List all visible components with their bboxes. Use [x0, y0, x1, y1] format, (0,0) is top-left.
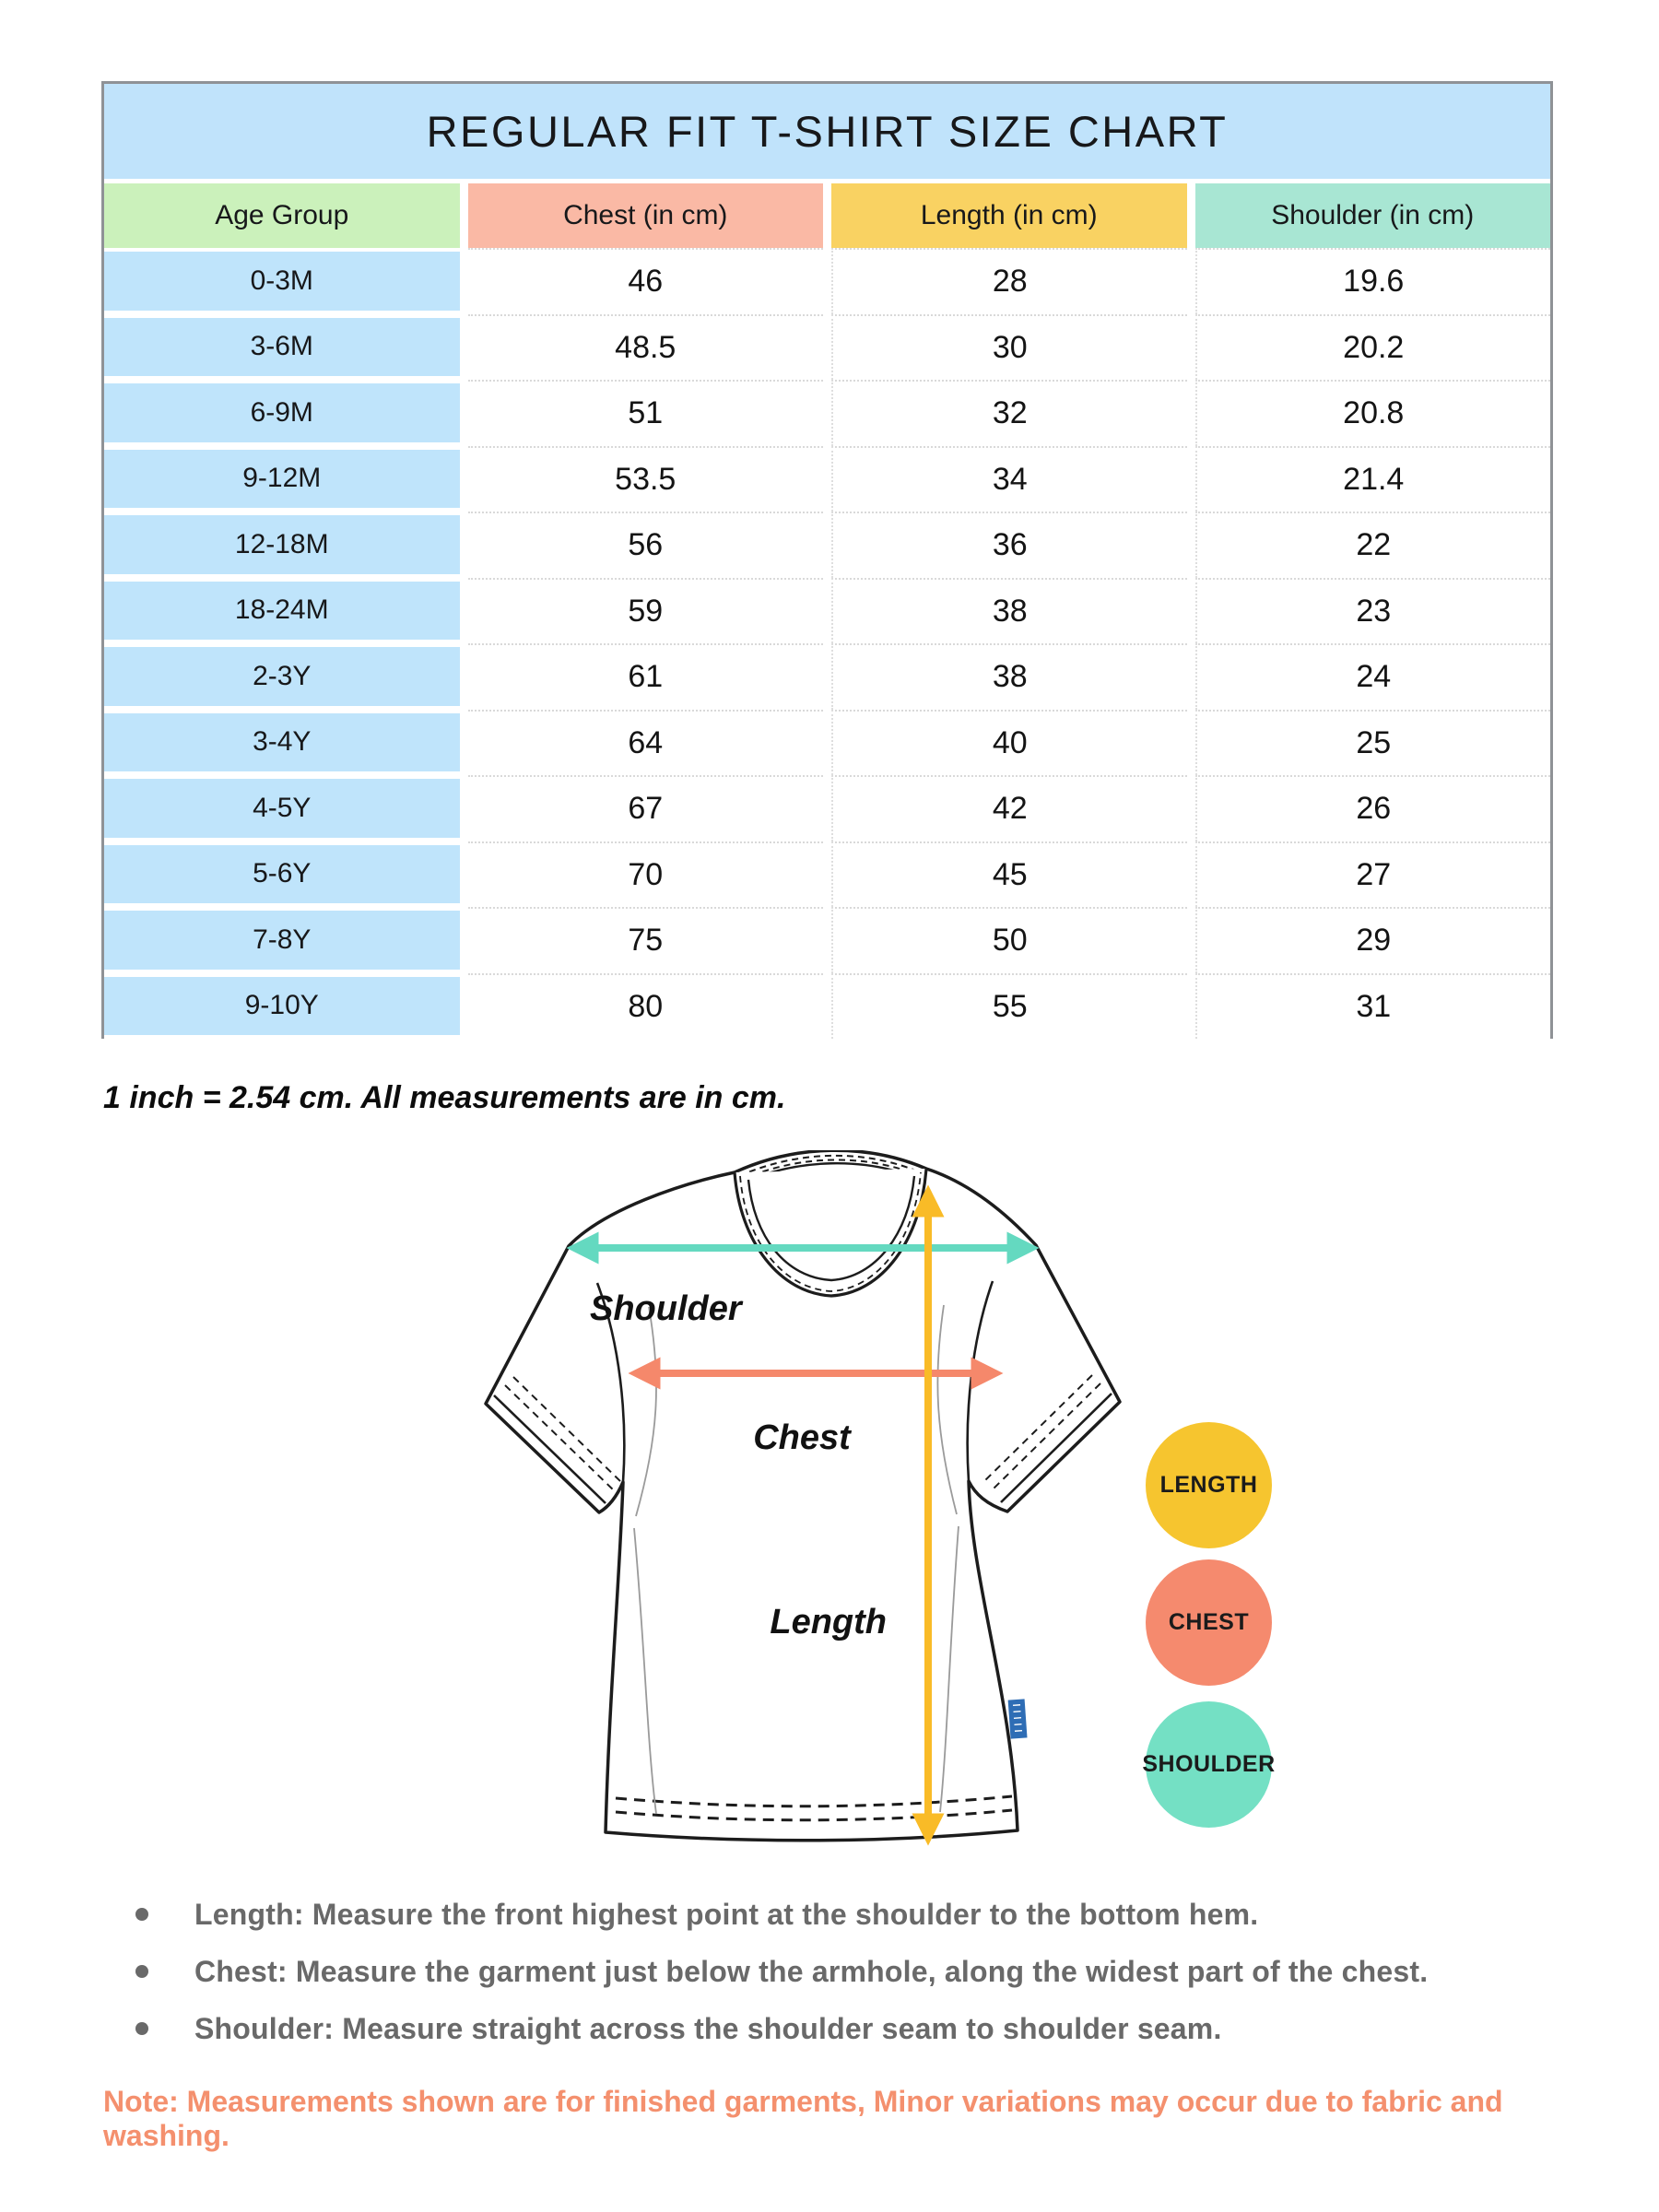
shoulder-value-cell: 20.8 [1195, 380, 1551, 446]
chest-value-cell: 53.5 [468, 446, 824, 512]
age-group-cell: 18-24M [104, 582, 460, 641]
age-group-cell: 5-6Y [104, 845, 460, 904]
length-value-cell: 45 [831, 841, 1187, 908]
instruction-item: Shoulder: Measure straight across the shoulder seam to shoulder seam. [135, 2000, 1536, 2057]
length-value-cell: 40 [831, 710, 1187, 776]
legend-shoulder-circle: SHOULDER [1146, 1701, 1272, 1828]
header-length: Length (in cm) [831, 183, 1187, 248]
shoulder-value-cell: 20.2 [1195, 314, 1551, 381]
age-group-cell: 7-8Y [104, 911, 460, 970]
bottom-note: Note: Measurements shown are for finished garments, Minor variations may occur due to fabric and washing. [103, 2085, 1503, 2152]
header-chest: Chest (in cm) [468, 183, 824, 248]
age-group-cell: 3-6M [104, 318, 460, 377]
chest-value-cell: 46 [468, 248, 824, 314]
age-group-cell: 3-4Y [104, 713, 460, 772]
table-row [104, 775, 1550, 841]
length-value-cell: 38 [831, 578, 1187, 644]
shoulder-value-cell: 21.4 [1195, 446, 1551, 512]
age-group-cell: 9-12M [104, 450, 460, 509]
unit-conversion-note: 1 inch = 2.54 cm. All measurements are in cm. [103, 1080, 786, 1115]
chest-value-cell: 59 [468, 578, 824, 644]
age-group-cell: 2-3Y [104, 647, 460, 706]
shoulder-value-cell: 31 [1195, 973, 1551, 1040]
age-group-cell: 6-9M [104, 383, 460, 442]
table-row [104, 643, 1550, 710]
length-value-cell: 50 [831, 907, 1187, 973]
chest-value-cell: 64 [468, 710, 824, 776]
table-row [104, 314, 1550, 381]
table-row [104, 841, 1550, 908]
length-value-cell: 28 [831, 248, 1187, 314]
size-chart-table [101, 81, 1553, 1039]
chest-value-cell: 48.5 [468, 314, 824, 381]
chest-value-cell: 70 [468, 841, 824, 908]
shoulder-value-cell: 25 [1195, 710, 1551, 776]
length-arrow-label: Length [770, 1603, 887, 1641]
measurement-instructions-list [135, 1886, 1536, 2057]
age-group-cell: 4-5Y [104, 779, 460, 838]
length-value-cell: 30 [831, 314, 1187, 381]
chest-value-cell: 80 [468, 973, 824, 1040]
shoulder-value-cell: 22 [1195, 512, 1551, 578]
shoulder-value-cell: 27 [1195, 841, 1551, 908]
instruction-item: Chest: Measure the garment just below the armhole, along the widest part of the chest. [135, 1943, 1536, 2000]
table-row [104, 907, 1550, 973]
length-value-cell: 32 [831, 380, 1187, 446]
chest-value-cell: 56 [468, 512, 824, 578]
length-value-cell: 38 [831, 643, 1187, 710]
length-value-cell: 55 [831, 973, 1187, 1040]
legend-chest-circle: CHEST [1146, 1559, 1272, 1686]
age-group-cell: 0-3M [104, 252, 460, 311]
table-title: REGULAR FIT T-SHIRT SIZE CHART [104, 84, 1550, 179]
instruction-item: Length: Measure the front highest point at the shoulder to the bottom hem. [135, 1886, 1536, 1943]
shoulder-value-cell: 29 [1195, 907, 1551, 973]
chest-value-cell: 61 [468, 643, 824, 710]
shoulder-value-cell: 26 [1195, 775, 1551, 841]
chest-value-cell: 67 [468, 775, 824, 841]
table-row [104, 446, 1550, 512]
length-value-cell: 34 [831, 446, 1187, 512]
length-value-cell: 36 [831, 512, 1187, 578]
table-row [104, 380, 1550, 446]
length-value-cell: 42 [831, 775, 1187, 841]
age-group-cell: 9-10Y [104, 977, 460, 1036]
table-row [104, 710, 1550, 776]
table-body [104, 248, 1550, 1039]
header-age-group: Age Group [104, 183, 460, 248]
shoulder-value-cell: 19.6 [1195, 248, 1551, 314]
side-tag-icon [1008, 1699, 1028, 1738]
shoulder-value-cell: 23 [1195, 578, 1551, 644]
table-header-row [104, 183, 1550, 248]
tshirt-measurement-diagram [461, 1150, 1161, 1865]
age-group-cell: 12-18M [104, 515, 460, 574]
legend-length-circle: LENGTH [1146, 1422, 1272, 1548]
table-row [104, 578, 1550, 644]
chest-value-cell: 75 [468, 907, 824, 973]
shoulder-arrow-label: Shoulder [590, 1289, 742, 1328]
table-row [104, 973, 1550, 1040]
chest-arrow-label: Chest [753, 1418, 851, 1457]
shoulder-value-cell: 24 [1195, 643, 1551, 710]
header-shoulder: Shoulder (in cm) [1195, 183, 1551, 248]
table-row [104, 248, 1550, 314]
table-row [104, 512, 1550, 578]
chest-value-cell: 51 [468, 380, 824, 446]
